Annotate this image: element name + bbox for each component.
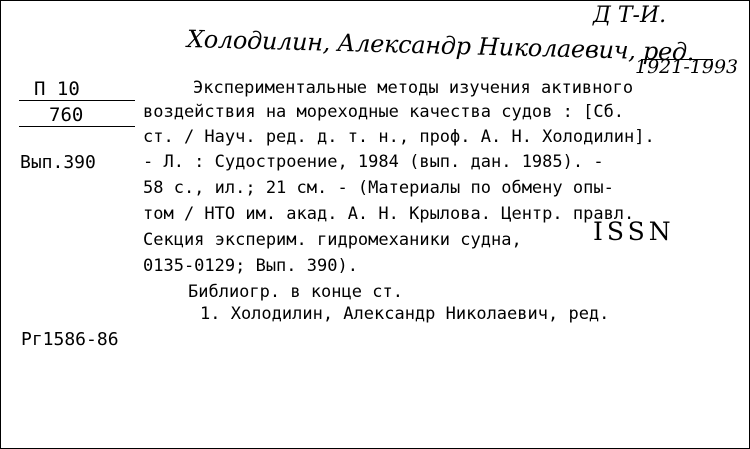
class-number-top: П 10 (34, 78, 80, 100)
handwritten-years: 1921-1993 (635, 56, 739, 78)
record-line: воздействия на мореходные качества судов : [Сб. (143, 102, 625, 122)
handwritten-issn: ISSN (593, 217, 675, 246)
record-line: том / НТО им. акад. А. Н. Крылова. Центр. правл. (143, 204, 635, 224)
handwritten-author-heading: Холодилин, Александр Николаевич, ред. (186, 25, 695, 67)
record-line: 0135-0129; Вып. 390). (143, 256, 358, 276)
issue-number: Вып.390 (20, 152, 96, 173)
record-line: ст. / Науч. ред. д. т. н., проф. А. Н. Холодилин]. (143, 127, 655, 147)
record-line: Экспериментальные методы изучения активного (193, 78, 634, 98)
class-number-bottom: 760 (49, 104, 84, 126)
bibliography-note: Библиогр. в конце ст. (188, 282, 403, 302)
class-number-rule (19, 100, 135, 101)
accession-number: Рг1586-86 (21, 329, 119, 350)
record-line: 58 с., ил.; 21 см. - (Материалы по обмену опы- (143, 178, 614, 198)
record-line: Секция эксперим. гидромеханики судна, (143, 230, 522, 250)
added-entry: 1. Холодилин, Александр Николаевич, ред. (200, 304, 610, 324)
record-line: - Л. : Судостроение, 1984 (вып. дан. 1985). - (143, 152, 604, 172)
handwritten-mark: Д Т-И. (593, 3, 667, 28)
class-number-rule-lower (19, 126, 135, 127)
